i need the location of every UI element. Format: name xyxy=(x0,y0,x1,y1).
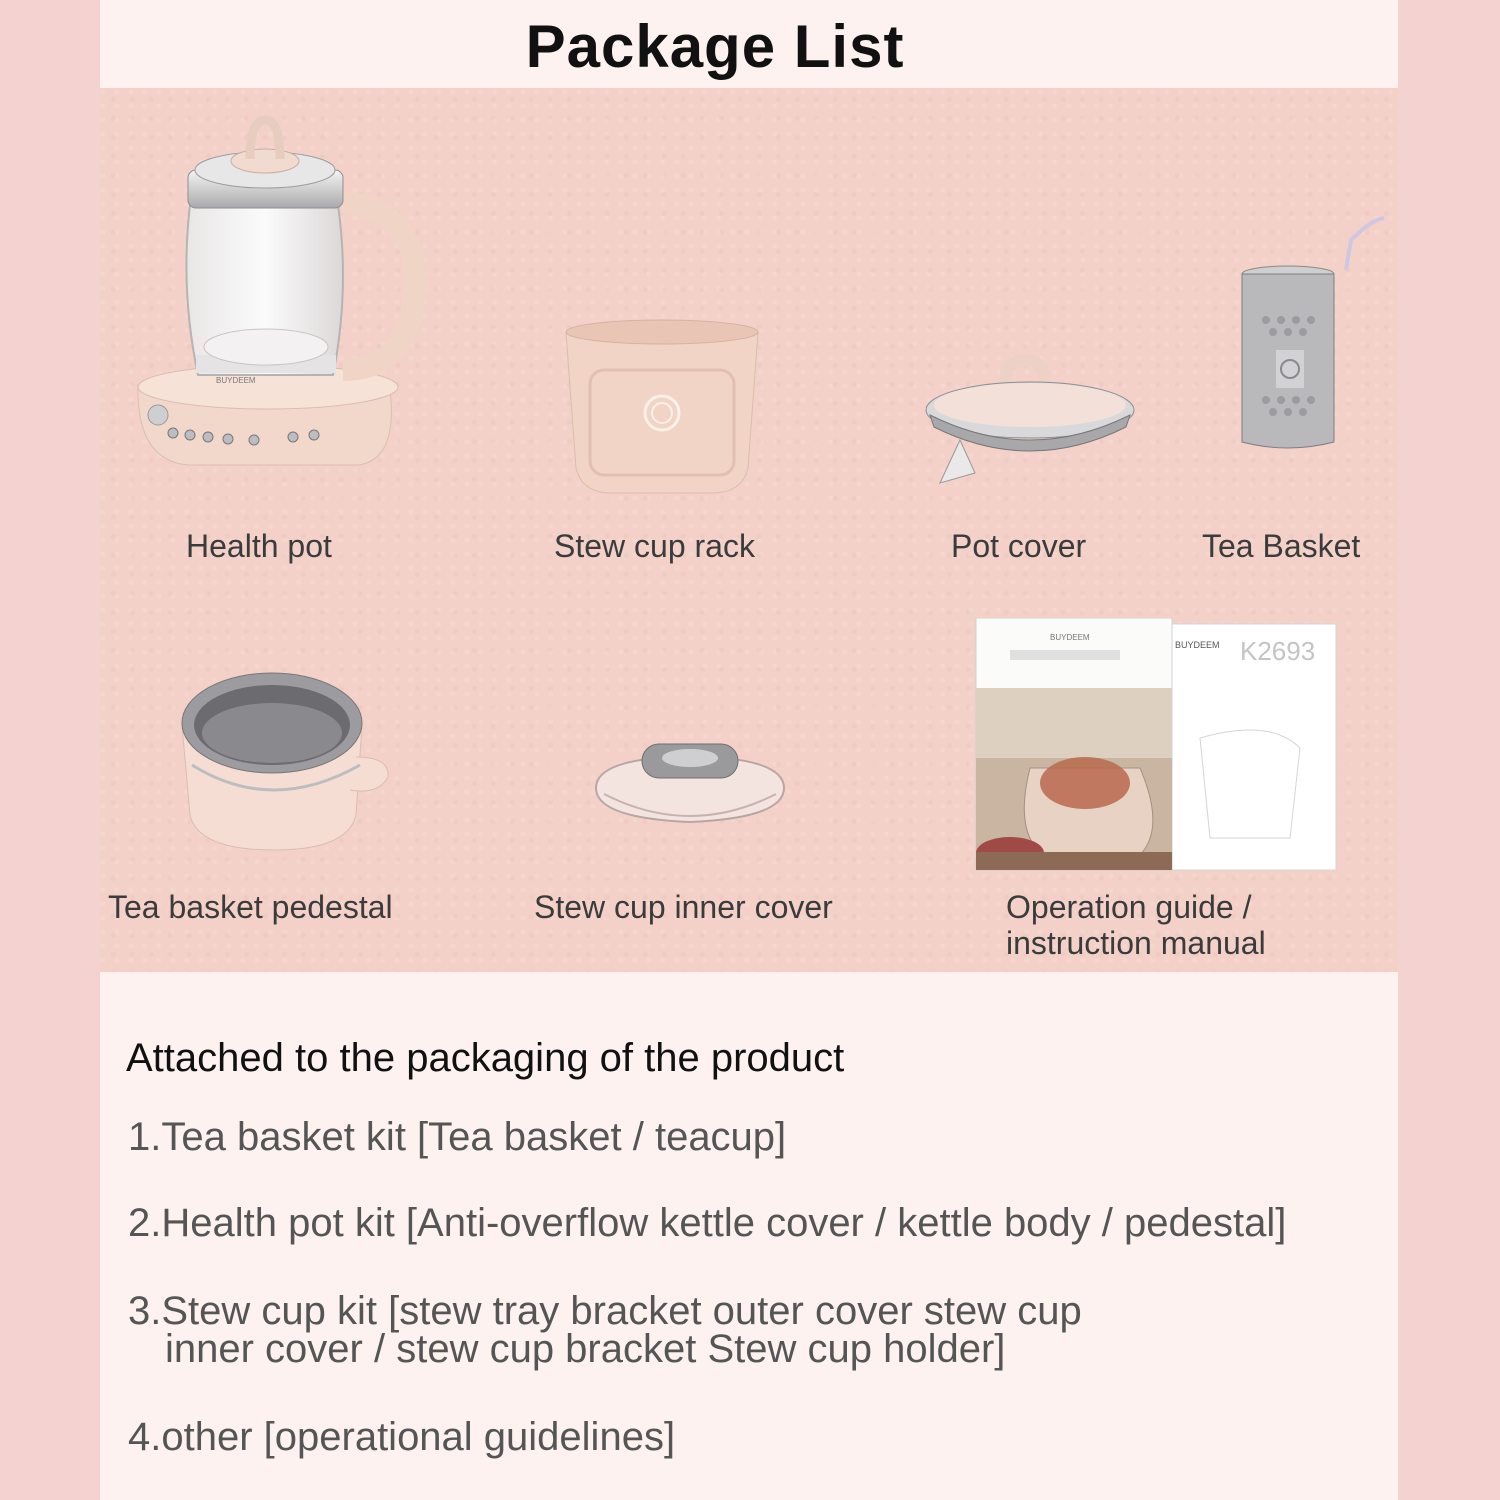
manual-brand-left: BUYDEEM xyxy=(1050,633,1090,642)
health-pot-image xyxy=(128,115,428,475)
package-list-item-3-continued: inner cover / stew cup bracket Stew cup holder] xyxy=(165,1327,1006,1371)
label-tea-basket-pedestal: Tea basket pedestal xyxy=(108,889,393,925)
page-title: Package List xyxy=(525,13,905,80)
label-health-pot: Health pot xyxy=(186,528,332,564)
tea-basket-image xyxy=(1236,210,1396,460)
package-list-item-2: 2.Health pot kit [Anti-overflow kettle cover / kettle body / pedestal] xyxy=(128,1201,1287,1245)
label-stew-cup-rack: Stew cup rack xyxy=(554,528,755,564)
package-list-heading: Attached to the packaging of the product xyxy=(126,1036,845,1080)
stew-cup-inner-cover-image xyxy=(590,738,790,838)
stew-cup-rack-image xyxy=(562,318,762,498)
package-list-item-4: 4.other [operational guidelines] xyxy=(128,1415,676,1459)
label-pot-cover: Pot cover xyxy=(951,528,1087,564)
pot-cover-image xyxy=(920,355,1140,495)
package-list-item-1: 1.Tea basket kit [Tea basket / teacup] xyxy=(128,1115,787,1159)
tea-basket-pedestal-image xyxy=(178,665,398,855)
manual-model: K2693 xyxy=(1240,636,1316,666)
label-stew-cup-inner-cover: Stew cup inner cover xyxy=(534,889,833,925)
label-operation-guide: Operation guide / xyxy=(1006,889,1252,925)
label-instruction-manual: instruction manual xyxy=(1006,925,1266,961)
manual-brand-right: BUYDEEM xyxy=(1175,640,1220,650)
kettle-brand-text: BUYDEEM xyxy=(216,376,256,385)
label-tea-basket: Tea Basket xyxy=(1202,528,1361,564)
package-list-item-3: 3.Stew cup kit [stew tray bracket outer cover stew cup xyxy=(128,1289,1082,1333)
instruction-manual-image xyxy=(970,618,1342,876)
